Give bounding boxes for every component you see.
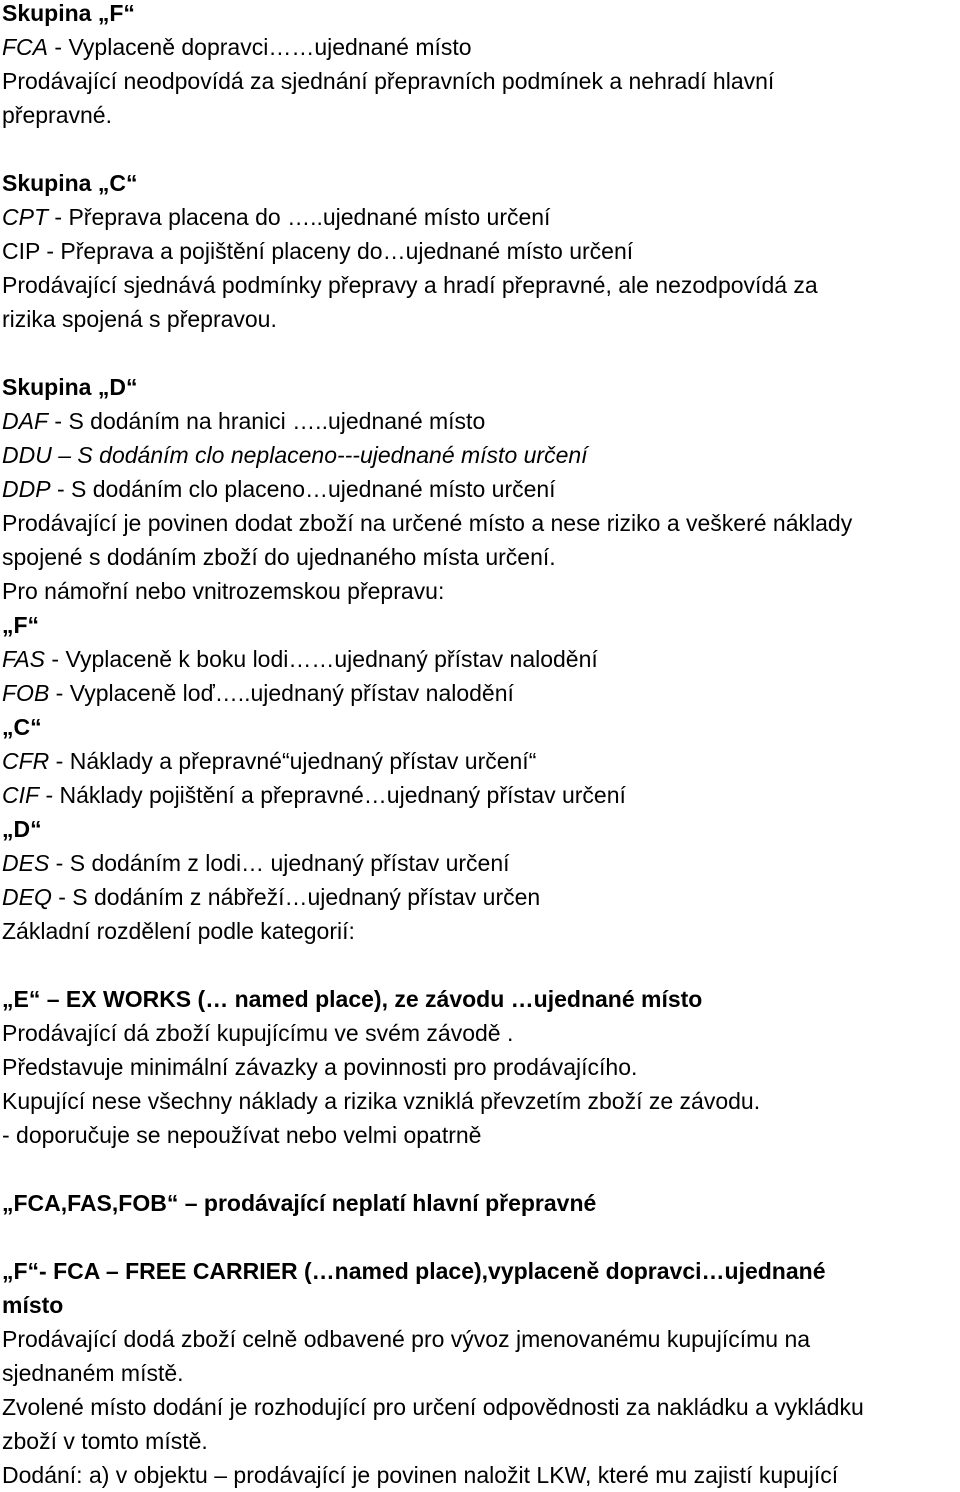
group-c-cip-line: CIP - Přeprava a pojištění placeny do…ujednané místo určení [2, 238, 634, 264]
group-f-description: Prodávající neodpovídá za sjednání přepravních podmínek a nehradí hlavní [2, 68, 775, 94]
fob-line [2, 676, 960, 710]
group-c-cpt-line [2, 200, 960, 234]
categories-heading: Základní rozdělení podle kategorií: [2, 918, 355, 944]
cfr-line [2, 744, 960, 778]
exworks-paragraph-3: Kupující nese všechny náklady a rizika vzniklá převzetím zboží ze závodu. [2, 1088, 761, 1114]
term-code: FOB [2, 680, 50, 706]
group-f-description-cont: přepravné. [2, 102, 112, 128]
group-d-ddu-line [2, 438, 960, 472]
term-code: DDU [2, 442, 52, 468]
maritime-d-heading: „D“ [2, 816, 42, 842]
term-text: - Vyplaceně loď…..ujednaný přístav nalodění [49, 680, 514, 706]
term-text: - Náklady pojištění a přepravné…ujednaný přístav určení [39, 782, 626, 808]
maritime-c-heading: „C“ [2, 714, 42, 740]
term-text: - Vyplaceně k boku lodi……ujednaný přístav nalodění [45, 646, 598, 672]
term-text: - Vyplaceně dopravci……ujednané místo [48, 34, 472, 60]
paragraph-gap [2, 1152, 960, 1186]
document-page [2, 0, 960, 1492]
maritime-intro: Pro námořní nebo vnitrozemskou přepravu: [2, 578, 445, 604]
fas-line [2, 642, 960, 676]
paragraph-gap [2, 132, 960, 166]
term-code: FAS [2, 646, 46, 672]
exworks-paragraph-1: Prodávající dá zboží kupujícímu ve svém závodě . [2, 1020, 514, 1046]
group-d-daf-line [2, 404, 960, 438]
fca-heading: „F“- FCA – FREE CARRIER (…named place),vyplaceně dopravci…ujednané [2, 1258, 826, 1284]
term-code: DEQ [2, 884, 52, 910]
group-d-heading: Skupina „D“ [2, 374, 138, 400]
group-f-fca-line [2, 30, 960, 64]
term-text: - S dodáním na hranici …..ujednané místo [48, 408, 486, 434]
term-code: CPT [2, 204, 48, 230]
term-text: - Přeprava placena do …..ujednané místo určení [48, 204, 551, 230]
fca-paragraph-3: Dodání: a) v objektu – prodávající je povinen naložit LKW, které mu zajistí kupující [2, 1462, 839, 1488]
cif-line [2, 778, 960, 812]
term-code: DAF [2, 408, 48, 434]
paragraph-gap [2, 948, 960, 982]
exworks-heading: „E“ – EX WORKS (… named place), ze závodu …ujednané místo [2, 986, 703, 1012]
term-code: FCA [2, 34, 48, 60]
maritime-f-heading: „F“ [2, 612, 40, 638]
term-text: - S dodáním z nábřeží…ujednaný přístav určen [51, 884, 541, 910]
term-text: - S dodáním clo placeno…ujednané místo určení [50, 476, 556, 502]
term-text: – S dodáním clo neplaceno---ujednané místo určení [51, 442, 588, 468]
group-d-ddp-line [2, 472, 960, 506]
f-group-note: „FCA,FAS,FOB“ – prodávající neplatí hlavní přepravné [2, 1190, 597, 1216]
term-code: CIF [2, 782, 40, 808]
fca-heading-cont: místo [2, 1292, 64, 1318]
fca-paragraph-1-cont: sjednaném místě. [2, 1360, 184, 1386]
term-code: DES [2, 850, 50, 876]
exworks-paragraph-2: Představuje minimální závazky a povinnosti pro prodávajícího. [2, 1054, 638, 1080]
group-d-description: Prodávající je povinen dodat zboží na určené místo a nese riziko a veškeré náklady [2, 510, 853, 536]
term-code: CFR [2, 748, 50, 774]
exworks-paragraph-4: - doporučuje se nepoužívat nebo velmi opatrně [2, 1122, 482, 1148]
paragraph-gap [2, 336, 960, 370]
term-text: - Náklady a přepravné“ujednaný přístav určení“ [49, 748, 537, 774]
fca-paragraph-2-cont: zboží v tomto místě. [2, 1428, 208, 1454]
paragraph-gap [2, 1220, 960, 1254]
group-c-heading: Skupina „C“ [2, 170, 138, 196]
group-c-description-cont: rizika spojená s přepravou. [2, 306, 277, 332]
fca-paragraph-1: Prodávající dodá zboží celně odbavené pro vývoz jmenovanému kupujícímu na [2, 1326, 811, 1352]
group-f-heading: Skupina „F“ [2, 0, 135, 26]
term-text: - S dodáním z lodi… ujednaný přístav určení [49, 850, 510, 876]
deq-line [2, 880, 960, 914]
group-d-description-cont: spojené s dodáním zboží do ujednaného místa určení. [2, 544, 556, 570]
fca-paragraph-2: Zvolené místo dodání je rozhodující pro určení odpovědnosti za nakládku a vykládku [2, 1394, 864, 1420]
group-c-description: Prodávající sjednává podmínky přepravy a hradí přepravné, ale nezodpovídá za [2, 272, 818, 298]
term-code: DDP [2, 476, 51, 502]
des-line [2, 846, 960, 880]
